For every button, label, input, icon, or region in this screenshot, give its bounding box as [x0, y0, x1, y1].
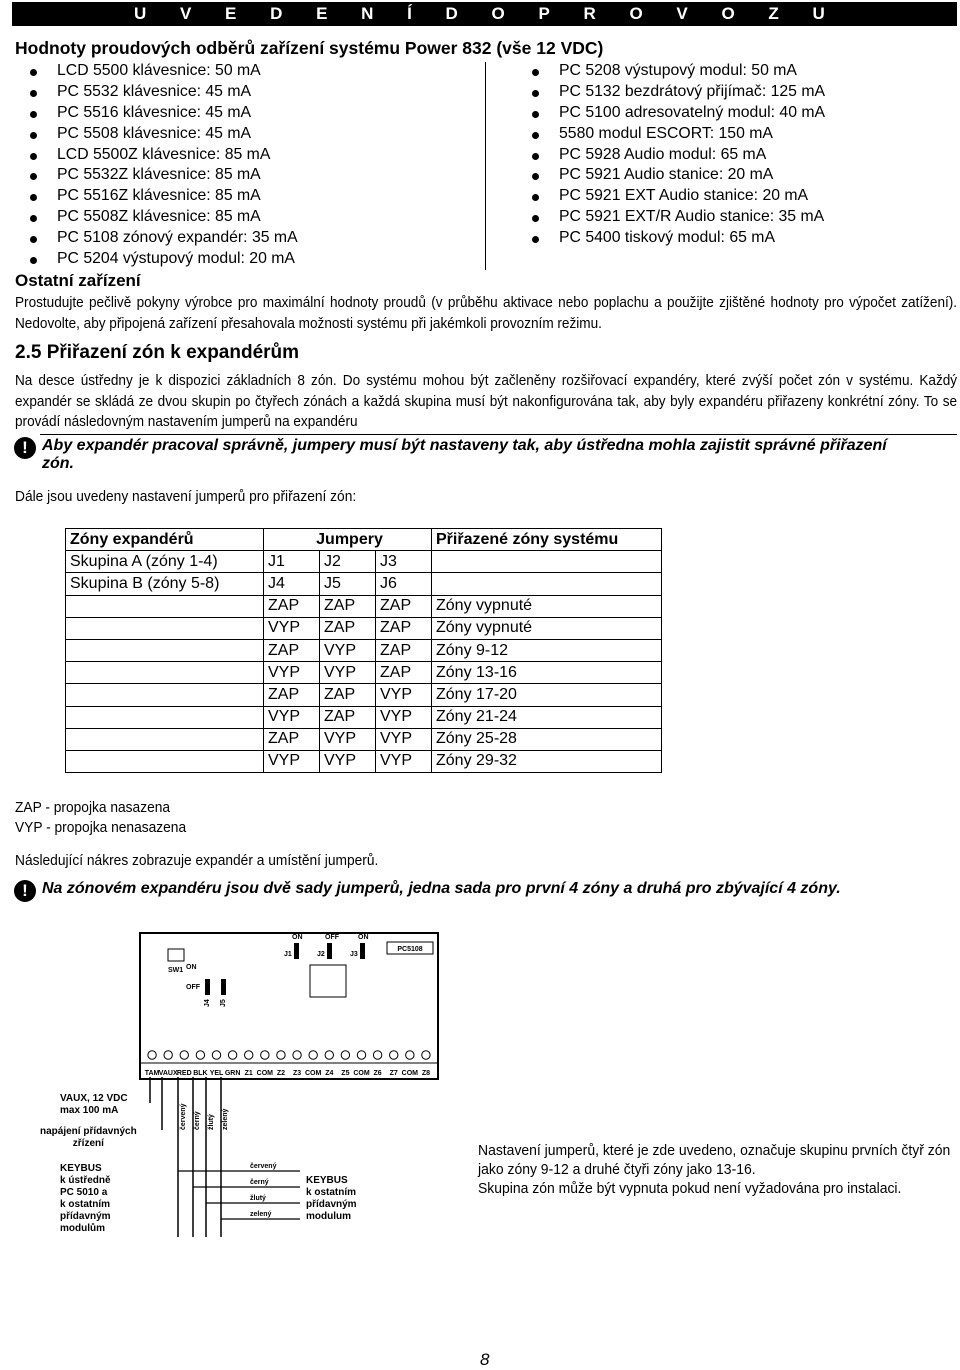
table-row: [66, 728, 662, 750]
table-header-row: [66, 529, 662, 551]
warning-note-1: [14, 437, 922, 473]
warning-text-2: Na zónovém expandéru jsou dvě sady jumperů, jedna sada pro první 4 zóny a druhá pro zbývající 4 zóny.: [42, 880, 841, 897]
table-cell: ZAP: [320, 617, 376, 639]
table-row: [66, 595, 662, 617]
keybus-left-line3: PC 5010 a: [60, 1187, 108, 1198]
wire-label: zelený: [222, 1108, 229, 1130]
terminal-screw: [164, 1051, 172, 1059]
table-cell: VYP: [376, 706, 432, 728]
header-letter: V: [676, 4, 688, 23]
jumper-legend: [15, 798, 186, 838]
table-cell: [66, 728, 264, 750]
header-letter: O: [721, 4, 735, 23]
terminal-label: YEL: [209, 1070, 224, 1077]
jumpers-intro: Dále jsou uvedeny nastavení jumperů pro přiřazení zón:: [15, 489, 357, 505]
header-letter: U: [134, 4, 147, 23]
terminal-label: Z1: [244, 1070, 253, 1077]
section-text: Na desce ústředny je k dispozici základních 8 zón. Do systému mohou být začleněny rozšiřovací expandéry, které zvýší počet zón v systému. Každý expandér se skládá ze dvou skupin po čtyřech zónách a každá skupina musí být nakonfigurována tak, aby byly expandéru přiřazeny konkrétní zóny. To se provádí následovným nastavením jumperů na expandéru: [15, 373, 958, 430]
chip: [310, 965, 346, 997]
terminal-label: Z8: [421, 1070, 431, 1077]
current-list-item: PC 5532 klávesnice: 45 mA: [15, 82, 298, 103]
terminal-label: COM: [304, 1070, 322, 1077]
jumper-group-bottom: [186, 964, 227, 1007]
warning-text-1: Aby expandér pracoval správně, jumpery musí být nastaveny tak, aby ústředna mohla zajistit správné přiřazení zón.: [42, 437, 887, 472]
vaux-label-line1: VAUX, 12 VDC: [60, 1093, 128, 1104]
page-number: 8: [480, 1350, 490, 1369]
terminal-screw: [212, 1051, 220, 1059]
keybus-right-line4: modulum: [306, 1211, 351, 1222]
table-cell: J3: [376, 551, 432, 573]
table-row: [66, 639, 662, 661]
table-row: [66, 750, 662, 772]
current-list-item: PC 5208 výstupový modul: 50 mA: [515, 61, 825, 82]
table-cell: Zóny 13-16: [432, 662, 662, 684]
table-cell: Zóny 29-32: [432, 750, 662, 772]
table-row: [66, 617, 662, 639]
section-heading: 2.5 Přiřazení zón k expandérům: [15, 342, 300, 363]
terminal-strip: [140, 1051, 438, 1077]
table-cell: ZAP: [264, 684, 320, 706]
terminal-label: RED: [176, 1070, 192, 1077]
table-header-cell: Přiřazené zóny systému: [432, 529, 662, 551]
table-cell: [66, 639, 264, 661]
header-letter: O: [491, 4, 505, 23]
table-cell: VYP: [320, 639, 376, 661]
keybus-right-line3: přídavným: [306, 1199, 357, 1210]
table-cell: J6: [376, 573, 432, 595]
table-row: [66, 706, 662, 728]
jumper-pin: [327, 943, 332, 959]
current-list-item: PC 5204 výstupový modul: 20 mA: [15, 249, 298, 270]
terminal-label: Z2: [276, 1070, 286, 1077]
table-cell: Zóny vypnuté: [432, 617, 662, 639]
terminal-label: Z3: [292, 1070, 302, 1077]
table-header-cell: Zóny expandérů: [66, 529, 264, 551]
table-cell: Zóny 21-24: [432, 706, 662, 728]
terminal-screw: [373, 1051, 381, 1059]
jumper-group-top: [284, 934, 369, 959]
terminal-label: Z4: [325, 1070, 334, 1077]
table-cell: VYP: [264, 706, 320, 728]
header-letter: R: [583, 4, 596, 23]
current-list-item: PC 5921 EXT Audio stanice: 20 mA: [515, 186, 825, 207]
wire-label: zelený: [250, 1211, 272, 1218]
terminal-screw: [390, 1051, 398, 1059]
table-cell: VYP: [264, 662, 320, 684]
terminal-label: TAM: [144, 1070, 160, 1077]
keybus-left-line4: k ostatním: [60, 1199, 111, 1210]
table-cell: VYP: [320, 662, 376, 684]
current-draw-title: Hodnoty proudových odběrů zařízení systému Power 832 (vše 12 VDC): [15, 38, 604, 58]
jumper-pin: [205, 979, 210, 995]
current-list-item: PC 5108 zónový expandér: 35 mA: [15, 228, 298, 249]
table-cell: ZAP: [376, 639, 432, 661]
section-header-bar: [12, 2, 957, 26]
table-cell: ZAP: [320, 595, 376, 617]
terminal-screw: [357, 1051, 365, 1059]
table-header-cell: Jumpery: [264, 529, 432, 551]
table-cell: ZAP: [376, 617, 432, 639]
note-line-2: Skupina zón může být vypnuta pokud není vyžadována pro instalaci.: [478, 1180, 902, 1197]
jumper-setting-note: [478, 1141, 960, 1198]
keybus-right-line2: k ostatním: [306, 1187, 357, 1198]
terminal-label: COM: [353, 1070, 370, 1077]
wire-label: žlutý: [250, 1195, 266, 1202]
jumper-label: J5: [220, 999, 227, 1007]
jumper-pin: [360, 943, 365, 959]
column-divider: [485, 62, 486, 270]
keybus-left-line1: KEYBUS: [60, 1163, 102, 1174]
table-cell: [66, 750, 264, 772]
table-cell: Zóny vypnuté: [432, 595, 662, 617]
table-cell: Skupina A (zóny 1-4): [66, 551, 264, 573]
terminal-screw: [309, 1051, 317, 1059]
table-cell: J1: [264, 551, 320, 573]
table-cell: J2: [320, 551, 376, 573]
keybus-left-label: [60, 1163, 111, 1235]
vaux-label: [60, 1093, 128, 1117]
table-cell: ZAP: [376, 662, 432, 684]
switch-sw1: [168, 949, 184, 961]
note-line-1: Nastavení jumperů, které je zde uvedeno, označuje skupinu prvních čtyř zón jako zóny 9-12 a druhé čtyři zóny jako 13-16.: [478, 1142, 951, 1178]
terminal-label: Z7: [389, 1070, 398, 1077]
table-cell: Zóny 17-20: [432, 684, 662, 706]
expander-diagram: [0, 925, 480, 1245]
other-devices-text: Prostudujte pečlivě pokyny výrobce pro maximální hodnoty proudů (v průběhu aktivace nebo poplachu a použijte zjištěné hodnoty pro výpočet zatížení). Nedovolte, aby připojená zařízení přesahovala možnosti systému při jakémkoli provozním režimu.: [15, 295, 958, 332]
current-list-item: PC 5532Z klávesnice: 85 mA: [15, 165, 298, 186]
terminal-label: BLK: [193, 1070, 208, 1077]
table-cell: [66, 706, 264, 728]
terminal-screw: [261, 1051, 269, 1059]
jumper-pin: [221, 979, 226, 995]
current-list-item: PC 5921 EXT/R Audio stanice: 35 mA: [515, 207, 825, 228]
other-devices-heading: Ostatní zařízení: [15, 271, 141, 290]
table-cell: ZAP: [320, 706, 376, 728]
terminal-screw: [406, 1051, 414, 1059]
header-letter: Z: [768, 4, 779, 23]
table-cell: [66, 617, 264, 639]
terminal-label: Z5: [341, 1070, 350, 1077]
current-list-item: 5580 modul ESCORT: 150 mA: [515, 124, 825, 145]
table-cell: ZAP: [264, 595, 320, 617]
current-list-item: PC 5132 bezdrátový přijímač: 125 mA: [515, 82, 825, 103]
table-cell: J4: [264, 573, 320, 595]
jumper-label: J2: [317, 951, 325, 958]
table-cell: Zóny 25-28: [432, 728, 662, 750]
exclamation-icon: !: [14, 437, 36, 459]
current-list-item: PC 5516 klávesnice: 45 mA: [15, 103, 298, 124]
current-list-item: PC 5516Z klávesnice: 85 mA: [15, 186, 298, 207]
switch-label: SW1: [168, 967, 184, 974]
keybus-right-line1: KEYBUS: [306, 1175, 348, 1186]
keybus-left-line5: přídavným: [60, 1211, 111, 1222]
table-cell: VYP: [264, 750, 320, 772]
terminal-screw: [180, 1051, 188, 1059]
table-cell: [66, 595, 264, 617]
table-row: [66, 573, 662, 595]
jumper-on-off-label: ON: [358, 934, 369, 941]
terminal-label: COM: [401, 1070, 419, 1077]
header-letter: E: [225, 4, 237, 23]
legend-zap: ZAP - propojka nasazena: [15, 800, 171, 816]
jumper-on-label: ON: [186, 964, 197, 971]
terminal-label: GRN: [224, 1070, 241, 1077]
jumper-on-off-label: ON: [292, 934, 303, 941]
current-list-item: PC 5508 klávesnice: 45 mA: [15, 124, 298, 145]
table-cell: Zóny 9-12: [432, 639, 662, 661]
terminal-screw: [422, 1051, 430, 1059]
current-list-item: PC 5400 tiskový modul: 65 mA: [515, 228, 825, 249]
jumper-on-off-label: OFF: [325, 934, 339, 941]
table-row: [66, 662, 662, 684]
wires: [150, 1077, 300, 1237]
exclamation-icon: !: [14, 880, 36, 902]
table-cell: VYP: [320, 728, 376, 750]
table-cell: VYP: [320, 750, 376, 772]
vaux-label-line2: max 100 mA: [60, 1105, 119, 1116]
current-list-item: LCD 5500Z klávesnice: 85 mA: [15, 145, 298, 166]
table-cell: ZAP: [320, 684, 376, 706]
table-cell: VYP: [376, 750, 432, 772]
terminal-screw: [148, 1051, 156, 1059]
table-cell: ZAP: [264, 639, 320, 661]
power-label-line1: napájení přídavných: [40, 1126, 137, 1137]
table-cell: Skupina B (zóny 5-8): [66, 573, 264, 595]
table-cell: ZAP: [376, 595, 432, 617]
header-letter: V: [179, 4, 192, 23]
table-cell: ZAP: [264, 728, 320, 750]
table-row: [66, 551, 662, 573]
terminal-label: VAUX: [158, 1070, 178, 1077]
header-letter: N: [361, 4, 374, 23]
terminal-screw: [341, 1051, 349, 1059]
table-cell: [66, 684, 264, 706]
warning-note-2: [14, 880, 841, 902]
header-letter: E: [316, 4, 328, 23]
current-list-item: PC 5921 Audio stanice: 20 mA: [515, 165, 825, 186]
power-label-line2: zřízení: [72, 1138, 104, 1149]
table-row: [66, 684, 662, 706]
wire-label: žlutý: [208, 1114, 215, 1130]
terminal-label: COM: [256, 1070, 274, 1077]
header-letter: O: [629, 4, 643, 23]
header-letter: D: [270, 4, 283, 23]
table-cell: VYP: [264, 617, 320, 639]
legend-vyp: VYP - propojka nenasazena: [15, 820, 187, 836]
wire-label: červený: [180, 1103, 187, 1130]
current-list-item: LCD 5500 klávesnice: 50 mA: [15, 61, 298, 82]
current-list-left: [15, 61, 298, 270]
table-cell: J5: [320, 573, 376, 595]
current-list-item: PC 5508Z klávesnice: 85 mA: [15, 207, 298, 228]
jumper-pin: [294, 943, 299, 959]
section-header-title: [12, 4, 957, 24]
terminal-screw: [228, 1051, 236, 1059]
header-letter: P: [538, 4, 550, 23]
wire-label: černý: [194, 1111, 201, 1130]
terminal-screw: [325, 1051, 333, 1059]
jumper-off-label: OFF: [186, 984, 200, 991]
board-model-label: PC5108: [397, 946, 423, 953]
header-letter: U: [812, 4, 825, 23]
terminal-screw: [245, 1051, 253, 1059]
jumper-label: J4: [204, 999, 211, 1007]
table-cell: [432, 551, 662, 573]
keybus-right-label: [306, 1175, 357, 1223]
diagram-intro: Následující nákres zobrazuje expandér a umístění jumperů.: [15, 853, 379, 869]
keybus-left-line6: modulům: [60, 1223, 105, 1234]
terminal-screw: [277, 1051, 285, 1059]
wire-label: černý: [250, 1179, 269, 1186]
table-cell: VYP: [376, 728, 432, 750]
jumper-table: [65, 528, 662, 773]
power-label: [40, 1126, 137, 1150]
table-cell: [432, 573, 662, 595]
jumper-label: J1: [284, 951, 292, 958]
warning-rule: [40, 434, 957, 435]
header-letter: Í: [407, 4, 412, 23]
header-letter: D: [445, 4, 458, 23]
keybus-left-line2: k ústředně: [60, 1175, 111, 1186]
terminal-screw: [196, 1051, 204, 1059]
current-list-item: PC 5928 Audio modul: 65 mA: [515, 145, 825, 166]
current-list-right: [515, 61, 825, 249]
current-list-item: PC 5100 adresovatelný modul: 40 mA: [515, 103, 825, 124]
terminal-label: Z6: [373, 1070, 382, 1077]
table-cell: [66, 662, 264, 684]
table-cell: VYP: [376, 684, 432, 706]
terminal-screw: [293, 1051, 301, 1059]
wire-label: červený: [250, 1163, 277, 1170]
jumper-label: J3: [350, 951, 358, 958]
